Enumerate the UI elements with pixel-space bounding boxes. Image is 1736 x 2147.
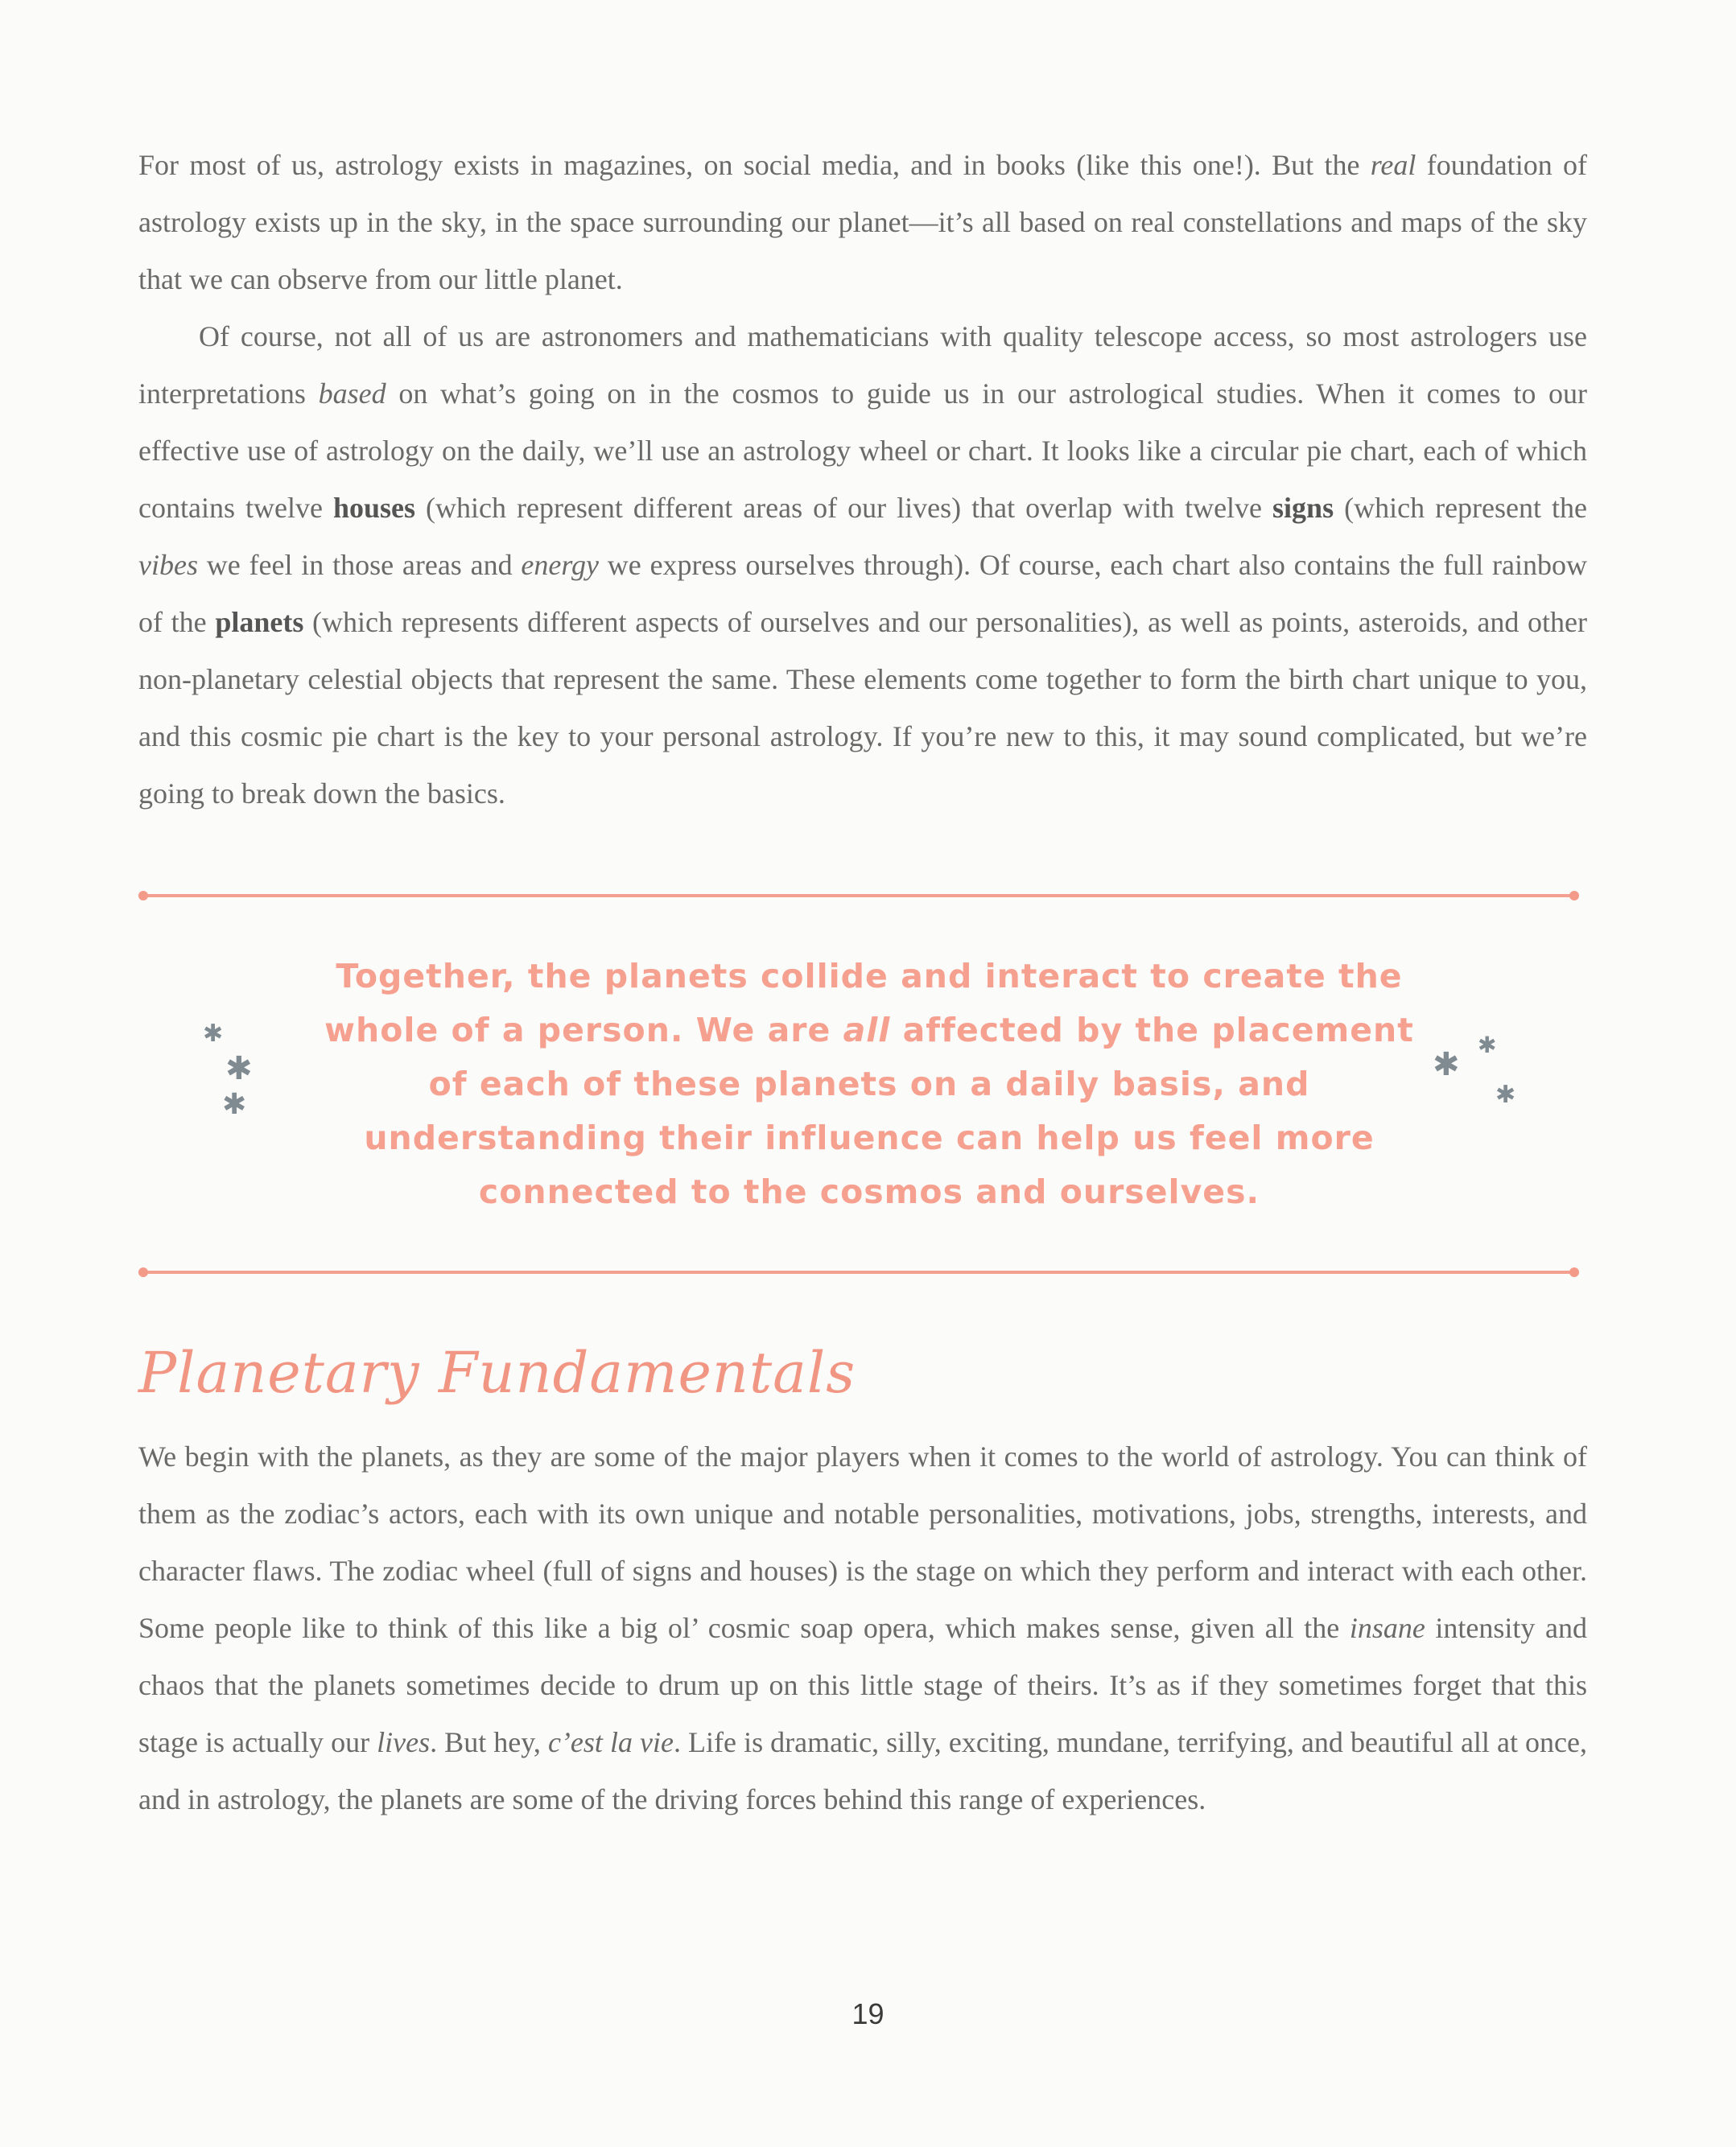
asterisk-star-icon: ✱ xyxy=(225,1050,253,1087)
page-number: 19 xyxy=(852,1997,884,2030)
asterisk-star-icon: ✱ xyxy=(222,1088,247,1121)
section-heading: Planetary Fundamentals xyxy=(138,1340,856,1406)
asterisk-star-icon: ✱ xyxy=(1495,1081,1516,1109)
intro-paragraph-2: Of course, not all of us are astronomers and mathematicians with quality telescope access, so most astrologers use interpretations based on what’s going on in the cosmos to guide us in our astrological studies. When it comes to our effective use of astrology on the daily, we’ll use an astrology wheel or chart. It looks like a circular pie chart, each of which contains twelve houses (which represent different areas of our lives) that overlap with twelve signs (which represent the vibes we feel in those areas and energy we express ourselves through). Of course, each chart also contains the full rainbow of the planets (which represents different aspects of ourselves and our personalities), as well as points, asteroids, and other non-planetary celestial objects that represent the same. These elements come together to form the birth chart unique to you, and this cosmic pie chart is the key to your personal astrology. If you’re new to this, it may sound complicated, but we’re going to break down the basics. xyxy=(138,320,1588,810)
asterisk-star-icon: ✱ xyxy=(203,1020,224,1048)
intro-paragraph-1: For most of us, astrology exists in magazines, on social media, and in books (like this one!). But the real foundation of astrology exists up in the sky, in the space surrounding our planet—it’s all based on real constellations and maps of the sky that we can observe from our little planet. xyxy=(138,149,1587,295)
asterisk-star-icon: ✱ xyxy=(1478,1032,1497,1058)
callout-bottom-divider xyxy=(143,1271,1574,1274)
callout-top-divider xyxy=(143,894,1574,897)
asterisk-star-icon: ✱ xyxy=(1433,1046,1460,1083)
callout-quote: Together, the planets collide and interact to create the whole of a person. We are all affected by the placement of each of these planets on a daily basis, and understanding their influence can help us feel more connected to the cosmos and ourselves. xyxy=(324,957,1414,1211)
section-paragraph: We begin with the planets, as they are some of the major players when it comes to the world of astrology. You can think of them as the zodiac’s actors, each with its own unique and notable personalities, motivations, jobs, strengths, interests, and character flaws. The zodiac wheel (full of signs and houses) is the stage on which they perform and interact with each other. Some people like to think of this like a big ol’ cosmic soap opera, which makes sense, given all the insane intensity and chaos that the planets sometimes decide to drum up on this little stage of theirs. It’s as if they sometimes forget that this stage is actually our lives. But hey, c’est la vie. Life is dramatic, silly, exciting, mundane, terrifying, and beautiful all at once, and in astrology, the planets are some of the driving forces behind this range of experiences. xyxy=(138,1440,1587,1815)
